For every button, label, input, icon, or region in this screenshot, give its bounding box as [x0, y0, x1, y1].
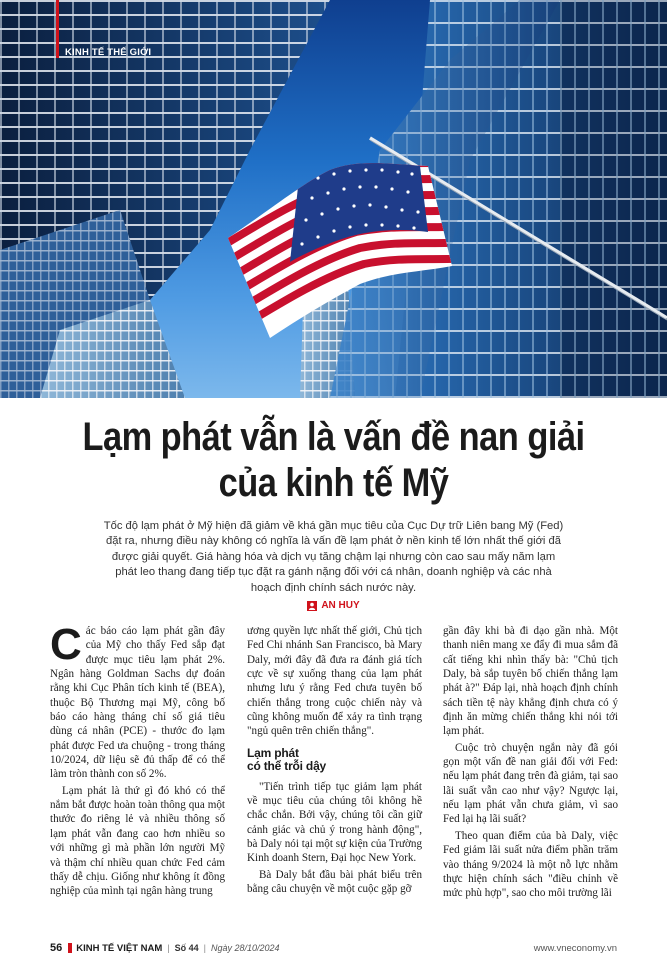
- article-lead: Tốc độ lạm phát ở Mỹ hiện đã giảm về khá gần mục tiêu của Cục Dự trữ Liên bang Mỹ (Fed) đặt ra, nhưng điều này không có nghĩa là vấn đề lạm phát ở nền kinh tế lớn nhất thế giới đã được giải quyết. Giá hàng hóa và dịch vụ tăng chậm lại nhưng còn cao sau mấy năm lạm phát leo thang đang tiếp tục đặt ra gánh nặng đối với cá nhân, doanh nghiệp và các nhà hoạch định chính sách nước này.: [103, 520, 564, 594]
- author-name: AN HUY: [321, 600, 360, 611]
- paragraph: Theo quan điểm của bà Daly, việc Fed giảm lãi suất nửa điểm phần trăm vào tháng 9/2024 là một nỗ lực nhằm thực hiện chính sách "điều chỉnh về mức phù hợp", sao cho môi trường lãi: [443, 829, 618, 900]
- article-column-1: [50, 620, 225, 899]
- paragraph: "Tiến trình tiếp tục giảm lạm phát về mục tiêu của chúng tôi không hề chắc chắn. Bởi vậy, chúng tôi cần giữ cảnh giác và chủ ý trong hành động", bà Daly nói tại một sự kiện của Trường Kinh doanh Stern, Đại học New York.: [247, 780, 422, 865]
- divider: |: [167, 943, 170, 953]
- article-column-3: [443, 624, 618, 901]
- page-number: 56: [50, 942, 63, 954]
- website-link[interactable]: www.vneconomy.vn: [533, 942, 617, 954]
- section-label: KINH TẾ THẾ GIỚI: [65, 46, 152, 58]
- magazine-marker: [68, 943, 72, 953]
- paragraph: gần đây khi bà đi dạo gần nhà. Một thanh niên mang xe đẩy đi mua sắm đã cất tiếng khi nhìn thấy bà: "Chủ tịch Daly, bà sắp tuyên bố chiến thắng lạm phát à?" Đáp lại, nhà hoạch định chính sách tiền tệ này khẳng định chưa có ý định ăn mừng chiến thắng khi nói tới lạm phát.: [443, 625, 618, 738]
- divider: |: [203, 943, 206, 953]
- section-accent-line: [56, 0, 59, 46]
- magazine-name: KINH TẾ VIỆT NAM: [76, 942, 163, 954]
- paragraph: Bà Daly bắt đầu bài phát biểu trên bằng câu chuyện về một cuộc gặp gỡ: [247, 868, 422, 896]
- article-title: [64, 414, 603, 506]
- section-subheading: Lạm phát có thể trỗi dậy: [247, 745, 327, 774]
- section-marker: [56, 46, 59, 58]
- drop-cap: C: [50, 620, 82, 669]
- author-icon: [307, 601, 317, 611]
- paragraph: Cuộc trò chuyện ngắn này đã gói gọn một vấn đề nan giải đối với Fed: nếu lạm phát đang trên đà giảm, tại sao lãi suất vẫn cao như vậy? Ngược lại, nếu lạm phát vẫn chưa giảm, vì sao Fed lại hạ lãi suất?: [443, 741, 618, 826]
- skyscrapers-flag-illustration: [0, 0, 667, 398]
- section-tag: [56, 46, 151, 58]
- paragraph: Lạm phát là thứ gì đó khó có thể nắm bắt được hoàn toàn thông qua một thước đo riêng lẻ và nhiều thông số lạm phát vẫn đang cao hơn nhiều so với những gì mà phần lớn người Mỹ và thậm chí nhiều quan chức Fed cảm thấy dễ chịu. Giống như không ít đồng nghiệp của mình tại ngân hàng trung: [50, 784, 225, 898]
- issue-date: Ngày 28/10/2024: [210, 943, 280, 953]
- title-line-2: của kinh tế Mỹ: [218, 461, 449, 505]
- page-footer: [50, 942, 617, 954]
- hero-photo: [0, 0, 667, 398]
- paragraph: Các báo cáo lạm phát gần đây của Mỹ cho thấy Fed sắp đạt được mục tiêu lạm phát 2%. Ngân hàng Goldman Sachs dự đoán rằng khi Cục Phân tích kinh tế (BEA), thuộc Bộ Thương mại Mỹ, công bố báo cáo hàng tháng chỉ số giá tiêu dùng cá nhân (PCE) - thước đo lạm phát được Fed ưa chuộng - trong tháng 10/2024, dữ liệu sẽ đủ thấp để có thể làm tròn thành con số 2%.: [50, 620, 225, 781]
- title-line-1: Lạm phát vẫn là vấn đề nan giải: [82, 415, 585, 459]
- issue-number: Số 44: [174, 943, 199, 953]
- article-column-2: [247, 624, 422, 897]
- byline: [0, 600, 667, 611]
- paragraph: ương quyền lực nhất thế giới, Chủ tịch Fed Chi nhánh San Francisco, bà Mary Daly, mới đây đã đưa ra đánh giá tích cực về sự xuống thang của lạm phát nhưng lưu ý rằng Fed chưa tuyên bố chiến thắng trong cuộc chiến này và cũng không muốn để xảy ra tình trạng "ngủ quên trên chiến thắng".: [247, 625, 422, 738]
